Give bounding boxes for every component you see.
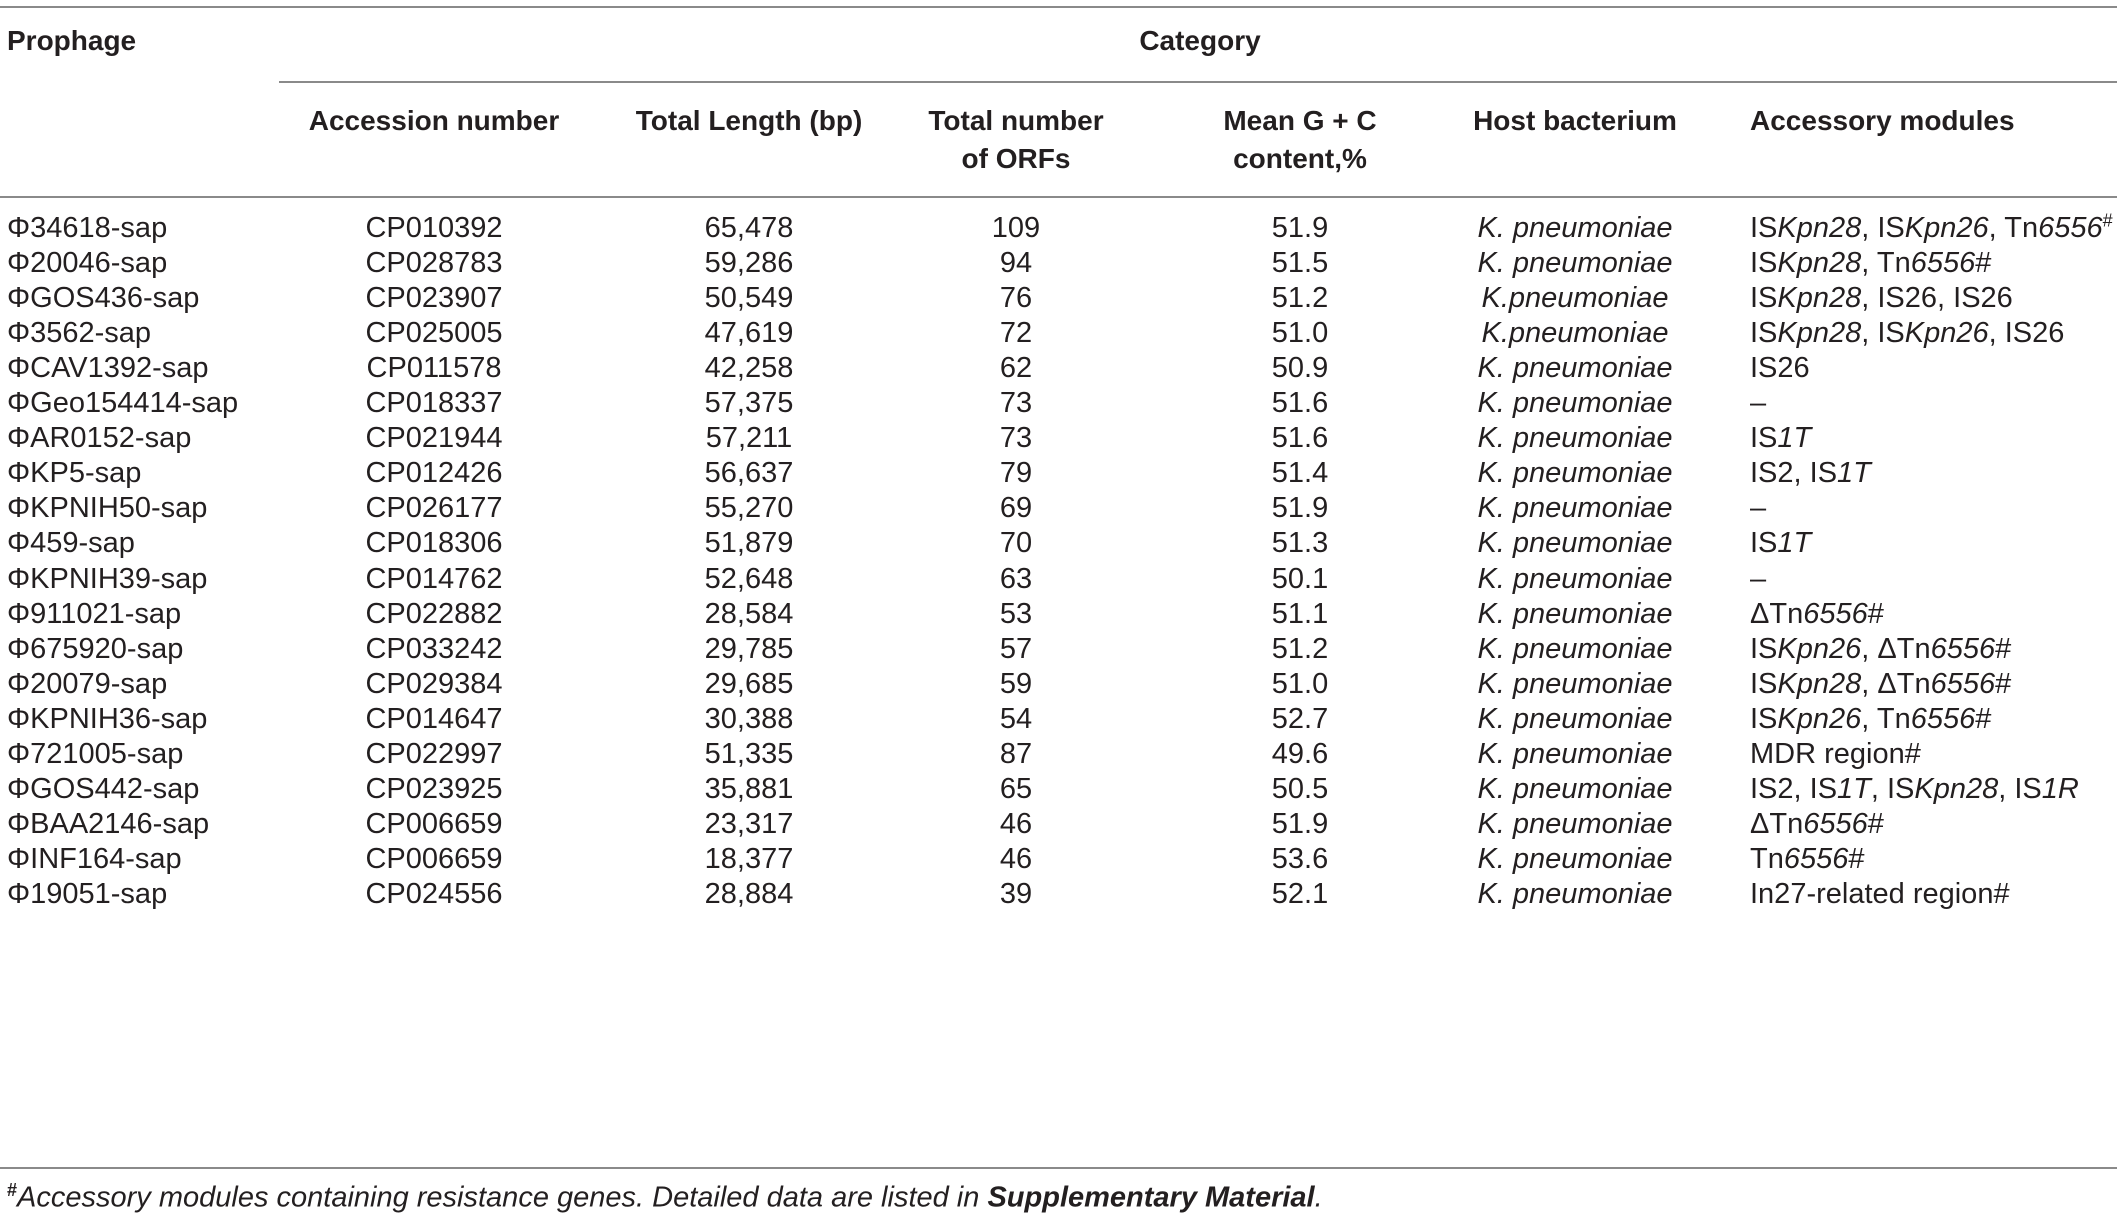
total-length: 28,884 <box>704 877 794 910</box>
header-gc-content-line2: content,% <box>1233 143 1367 174</box>
gc-content: 51.6 <box>1271 387 1329 420</box>
total-orfs: 54 <box>999 702 1033 735</box>
footnote-end: . <box>1314 1181 1323 1214</box>
total-orfs: 69 <box>999 492 1033 525</box>
host-bacterium: K. pneumoniae <box>1477 492 1673 525</box>
module-segment: , IS <box>1861 212 1905 244</box>
module-segment: Kpn28 <box>1777 212 1862 244</box>
host-bacterium: K. pneumoniae <box>1477 772 1673 805</box>
total-orfs: 39 <box>999 877 1033 910</box>
footnote-text: Accessory modules containing resistance genes. Detailed data are listed in <box>17 1181 988 1214</box>
module-segment: IS26 <box>1750 352 1810 385</box>
module-segment: IS <box>1750 527 1778 560</box>
module-segment: Kpn26 <box>1904 212 1989 244</box>
gc-content: 51.4 <box>1271 457 1329 490</box>
gc-content: 51.5 <box>1271 247 1329 280</box>
module-segment: IS <box>1750 212 1778 244</box>
total-orfs: 57 <box>999 632 1033 665</box>
total-orfs: 73 <box>999 422 1033 455</box>
module-segment: IS <box>1750 247 1778 280</box>
total-length: 42,258 <box>704 352 794 385</box>
accessory-modules <box>1750 871 2010 918</box>
header-total-orfs-line2: of ORFs <box>961 143 1071 174</box>
header-bottom-rule <box>0 196 2117 198</box>
module-segment: , IS <box>1998 772 2042 805</box>
prophage-name: ΦKPNIH50-sap <box>7 492 208 525</box>
prophage-name: Φ20046-sap <box>7 247 168 280</box>
header-prophage: Prophage <box>7 25 137 56</box>
gc-content: 50.5 <box>1271 772 1329 805</box>
total-orfs: 62 <box>999 352 1033 385</box>
footnote <box>7 1180 1323 1215</box>
module-segment: , IS <box>1861 317 1905 350</box>
total-orfs: 76 <box>999 282 1033 315</box>
gc-content: 51.9 <box>1271 212 1329 244</box>
module-segment: 6556 <box>1803 597 1868 630</box>
module-segment: Kpn28 <box>1777 247 1862 280</box>
prophage-name: Φ459-sap <box>7 527 135 560</box>
total-orfs: 46 <box>999 807 1033 840</box>
total-length: 30,388 <box>704 702 794 735</box>
total-length: 56,637 <box>704 457 794 490</box>
total-length: 28,584 <box>704 597 794 630</box>
gc-content: 51.9 <box>1271 492 1329 525</box>
prophage-name: ΦKPNIH36-sap <box>7 702 208 735</box>
module-segment: MDR region# <box>1750 737 1921 770</box>
accession-number: CP022997 <box>365 737 503 770</box>
module-segment: Tn <box>1750 842 1784 875</box>
host-bacterium: K. pneumoniae <box>1477 807 1673 840</box>
prophage-name: Φ19051-sap <box>7 877 168 910</box>
footnote-mark: # <box>7 1180 18 1200</box>
host-bacterium: K. pneumoniae <box>1477 667 1673 700</box>
module-segment: ΔTn <box>1750 597 1804 630</box>
accession-number: CP023907 <box>365 282 503 315</box>
header-total-orfs <box>900 102 1132 178</box>
prophage-name: ΦINF164-sap <box>7 842 182 875</box>
header-accessory-modules: Accessory modules <box>1750 105 2015 136</box>
module-segment: – <box>1750 387 1767 420</box>
host-bacterium: K.pneumoniae <box>1481 282 1669 315</box>
module-segment: , ΔTn <box>1861 667 1931 700</box>
table-row <box>0 871 2117 918</box>
prophage-name: ΦBAA2146-sap <box>7 807 210 840</box>
gc-content: 51.3 <box>1271 527 1329 560</box>
module-segment: , Tn <box>1988 212 2039 244</box>
module-segment: 6556 <box>2038 212 2103 244</box>
module-segment: 6556 <box>1910 702 1976 735</box>
module-segment: 1R <box>2041 772 2079 805</box>
total-length: 50,549 <box>704 282 794 315</box>
prophage-name: Φ20079-sap <box>7 667 168 700</box>
host-bacterium: K. pneumoniae <box>1477 597 1673 630</box>
total-orfs: 65 <box>999 772 1033 805</box>
prophage-name: ΦKP5-sap <box>7 457 142 490</box>
module-segment: Kpn28 <box>1777 667 1862 700</box>
host-bacterium: K. pneumoniae <box>1477 247 1673 280</box>
module-segment: 1T <box>1837 772 1871 805</box>
total-orfs: 73 <box>999 387 1033 420</box>
module-segment: IS <box>1750 702 1778 735</box>
total-length: 29,785 <box>704 632 794 665</box>
accession-number: CP025005 <box>365 317 503 350</box>
module-segment: ΔTn <box>1750 807 1804 840</box>
gc-content: 51.2 <box>1271 632 1329 665</box>
module-segment: , ΔTn <box>1861 632 1931 665</box>
prophage-name: Φ3562-sap <box>7 317 152 350</box>
total-orfs: 72 <box>999 317 1033 350</box>
module-segment: IS2, IS <box>1750 457 1838 490</box>
module-segment: Kpn26 <box>1904 317 1989 350</box>
host-bacterium: K. pneumoniae <box>1477 212 1673 244</box>
module-segment: – <box>1750 492 1767 525</box>
module-segment: – <box>1750 562 1767 595</box>
total-length: 18,377 <box>704 842 794 875</box>
total-orfs: 87 <box>999 737 1033 770</box>
prophage-name: Φ911021-sap <box>7 597 182 630</box>
module-segment: Kpn28 <box>1777 317 1862 350</box>
module-segment: , IS <box>1870 772 1915 805</box>
prophage-name: ΦGeo154414-sap <box>7 387 239 420</box>
prophage-name: ΦKPNIH39-sap <box>7 562 208 595</box>
prophage-name: ΦGOS442-sap <box>7 772 200 805</box>
host-bacterium: K. pneumoniae <box>1477 422 1673 455</box>
module-segment: 1T <box>1777 527 1812 560</box>
module-segment: 6556 <box>1910 247 1976 280</box>
accession-number: CP006659 <box>365 842 503 875</box>
gc-content: 52.1 <box>1271 877 1329 910</box>
header-accession: Accession number <box>308 105 560 136</box>
total-orfs: 79 <box>999 457 1033 490</box>
prophage-name: Φ675920-sap <box>7 632 184 665</box>
module-segment: # <box>1867 807 1884 840</box>
total-length: 35,881 <box>704 772 794 805</box>
gc-content: 50.9 <box>1271 352 1329 385</box>
module-segment: Kpn26 <box>1777 702 1862 735</box>
module-segment: Kpn26 <box>1777 632 1862 665</box>
module-segment: 6556 <box>1930 667 1996 700</box>
module-segment: 6556 <box>1803 807 1868 840</box>
module-segment: Kpn28 <box>1777 282 1862 315</box>
accession-number: CP024556 <box>365 877 503 910</box>
footnote-emphasis: Supplementary Material <box>987 1181 1315 1214</box>
gc-content: 51.0 <box>1271 317 1329 350</box>
accession-number: CP010392 <box>365 212 503 244</box>
category-rule <box>279 81 2117 83</box>
accession-number: CP021944 <box>365 422 503 455</box>
gc-content: 51.2 <box>1271 282 1329 315</box>
module-segment: IS2, IS <box>1750 772 1838 805</box>
accession-number: CP018306 <box>365 527 503 560</box>
module-segment: # <box>1867 597 1884 630</box>
module-segment: IS <box>1750 282 1778 315</box>
module-segment: , Tn <box>1861 702 1911 735</box>
module-segment: # <box>1995 667 2012 700</box>
total-orfs: 46 <box>999 842 1033 875</box>
accession-number: CP029384 <box>365 667 503 700</box>
prophage-name: Φ34618-sap <box>7 212 168 244</box>
module-segment: # <box>1848 842 1865 875</box>
gc-content: 52.7 <box>1271 702 1329 735</box>
header-total-orfs-line1: Total number <box>928 105 1104 136</box>
header-category: Category <box>1139 25 1261 56</box>
host-bacterium: K. pneumoniae <box>1477 842 1673 875</box>
total-orfs: 53 <box>999 597 1033 630</box>
accession-number: CP012426 <box>365 457 503 490</box>
module-segment: IS <box>1750 667 1778 700</box>
host-bacterium: K. pneumoniae <box>1477 737 1673 770</box>
accession-number: CP014647 <box>365 702 503 735</box>
accession-number: CP011578 <box>366 352 502 385</box>
host-bacterium: K. pneumoniae <box>1477 457 1673 490</box>
prophage-name: ΦAR0152-sap <box>7 422 192 455</box>
header-host-bacterium: Host bacterium <box>1473 105 1677 136</box>
module-segment: # <box>1995 632 2012 665</box>
accession-number: CP022882 <box>365 597 503 630</box>
module-segment: IS <box>1750 632 1778 665</box>
total-length: 65,478 <box>704 212 794 244</box>
total-length: 59,286 <box>704 247 794 280</box>
total-orfs: 109 <box>991 212 1041 244</box>
accession-number: CP014762 <box>365 562 503 595</box>
header-gc-content <box>1180 102 1420 178</box>
prophage-name: ΦCAV1392-sap <box>7 352 209 385</box>
total-length: 51,335 <box>704 737 794 770</box>
total-orfs: 59 <box>999 667 1033 700</box>
prophage-name: ΦGOS436-sap <box>7 282 200 315</box>
accession-number: CP026177 <box>365 492 503 525</box>
module-segment: 6556 <box>1783 842 1849 875</box>
module-segment: , Tn <box>1861 247 1911 280</box>
module-segment: Kpn28 <box>1914 772 1999 805</box>
module-segment: # <box>1975 702 1992 735</box>
gc-content: 51.1 <box>1271 597 1329 630</box>
total-orfs: 94 <box>999 247 1033 280</box>
prophage-name: Φ721005-sap <box>7 737 184 770</box>
total-length: 57,375 <box>704 387 794 420</box>
module-segment: 1T <box>1777 422 1812 455</box>
accession-number: CP018337 <box>365 387 503 420</box>
accession-number: CP023925 <box>365 772 503 805</box>
total-length: 47,619 <box>704 317 794 350</box>
host-bacterium: K. pneumoniae <box>1477 387 1673 420</box>
total-length: 52,648 <box>704 562 794 595</box>
module-segment: In27-related region# <box>1750 877 2010 910</box>
module-segment: , IS26, IS26 <box>1861 282 2013 315</box>
accession-number: CP028783 <box>365 247 503 280</box>
total-length: 57,211 <box>705 422 793 455</box>
total-orfs: 70 <box>999 527 1033 560</box>
header-total-length: Total Length (bp) <box>635 105 863 136</box>
accession-number: CP006659 <box>365 807 503 840</box>
host-bacterium: K. pneumoniae <box>1477 562 1673 595</box>
module-segment: IS <box>1750 317 1778 350</box>
accession-number: CP033242 <box>365 632 503 665</box>
total-length: 55,270 <box>704 492 794 525</box>
header-gc-content-line1: Mean G + C <box>1223 105 1377 136</box>
host-bacterium: K. pneumoniae <box>1477 527 1673 560</box>
total-length: 29,685 <box>704 667 794 700</box>
gc-content: 51.6 <box>1271 422 1329 455</box>
host-bacterium: K. pneumoniae <box>1477 877 1673 910</box>
gc-content: 53.6 <box>1271 842 1329 875</box>
module-segment: IS <box>1750 422 1778 455</box>
total-length: 51,879 <box>704 527 794 560</box>
gc-content: 51.0 <box>1271 667 1329 700</box>
gc-content: 51.9 <box>1271 807 1329 840</box>
host-bacterium: K. pneumoniae <box>1477 632 1673 665</box>
host-bacterium: K.pneumoniae <box>1481 317 1669 350</box>
table-top-rule <box>0 6 2117 8</box>
module-segment: 1T <box>1837 457 1871 490</box>
module-segment: , IS26 <box>1988 317 2065 350</box>
module-segment: 6556 <box>1930 632 1996 665</box>
total-orfs: 63 <box>999 562 1033 595</box>
total-length: 23,317 <box>704 807 794 840</box>
module-segment: # <box>1975 247 1992 280</box>
table-bottom-rule <box>0 1167 2117 1169</box>
gc-content: 49.6 <box>1271 737 1329 770</box>
host-bacterium: K. pneumoniae <box>1477 352 1673 385</box>
gc-content: 50.1 <box>1271 562 1329 595</box>
module-segment: # <box>2102 210 2113 231</box>
host-bacterium: K. pneumoniae <box>1477 702 1673 735</box>
